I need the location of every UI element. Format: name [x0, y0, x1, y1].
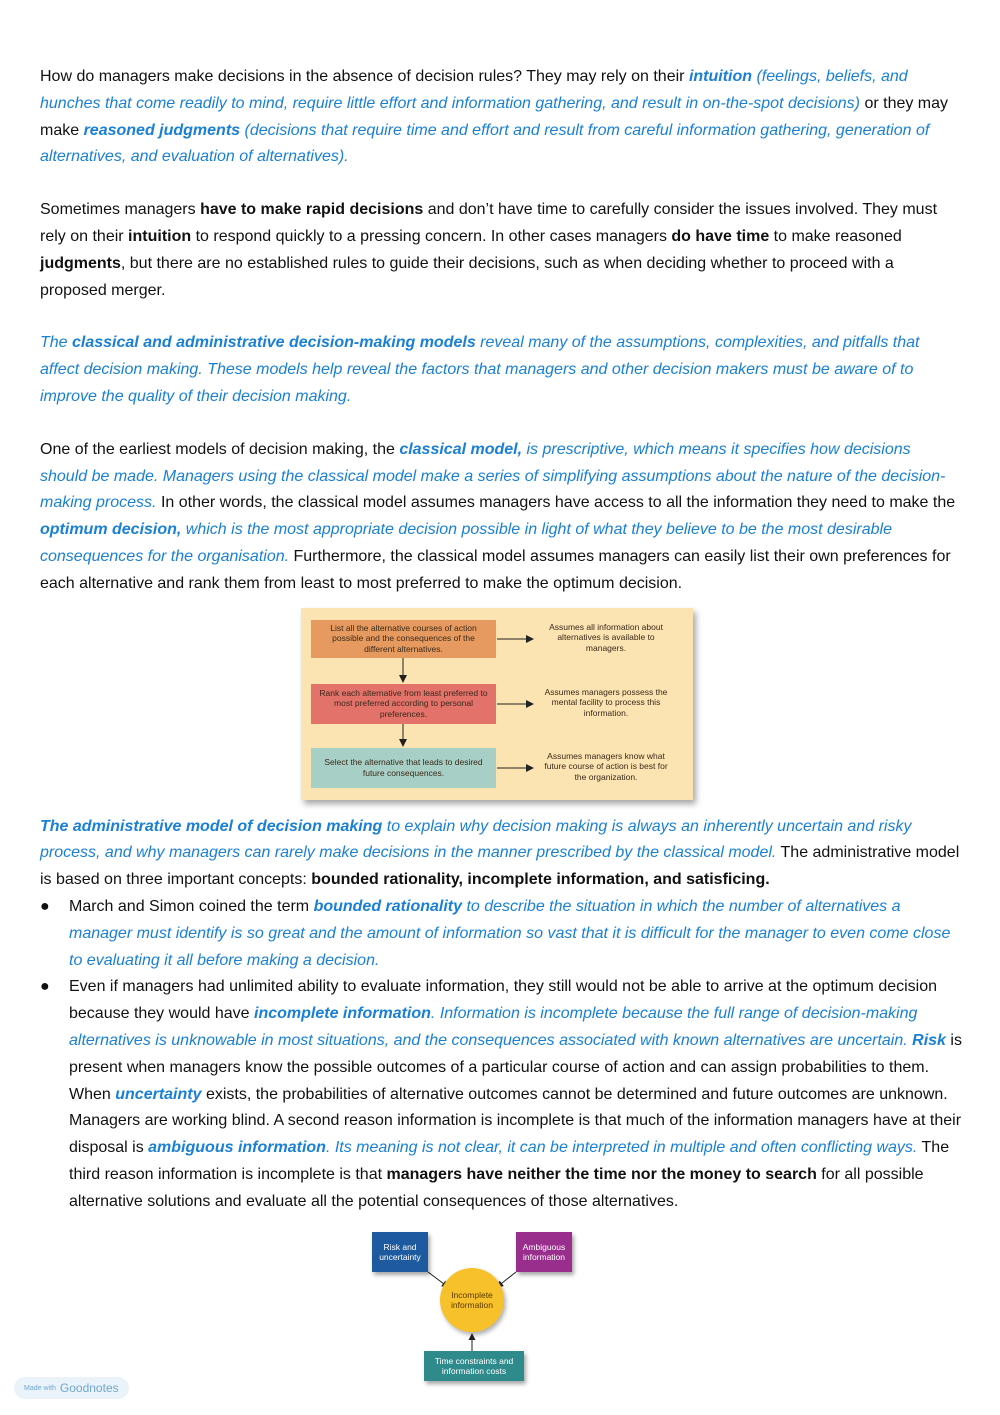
paragraph-administrative-model: The administrative model of decision making to explain why decision making is always an inherently uncertain and risky process, and why managers can rarely make decisions in the manner prescribed by the classical model. The administrative model is based on three important concepts: bounded rationality, incomplete information, and satisficing. — [40, 817, 960, 889]
assumption-mental-facility: Assumes managers possess the mental facility to process this information. — [544, 686, 668, 718]
step-list-alternatives: List all the alternative courses of action possible and the consequences of the different alternatives. — [311, 620, 496, 658]
list-item: ● Even if managers had unlimited ability to evaluate information, they still would not be able to arrive at the optimum decision because they would have incomplete information. Information is incomplete because the full range of decision-making alternatives is unknowable in most situations, and the consequences associated with known alternatives are uncertain. Risk is present when managers know the possible outcomes of a particular course of action and can assign probabilities to them. When uncertainty exists, the probabilities of alternative outcomes cannot be determined and future outcomes are unknown. Managers are working blind. A second reason information is incomplete is that much of the information managers have at their disposal is ambiguous information. Its meaning is not clear, it can be interpreted in multiple and often conflicting ways. The third reason information is incomplete is that managers have neither the time nor the money to search for all possible alternative solutions and evaluate all the potential consequences of those alternatives. — [40, 974, 962, 1215]
assumption-information: Assumes all information about alternatives is available to managers. — [549, 621, 663, 653]
paragraph-classical-model: One of the earliest models of decision making, the classical model, is prescriptive, which means it specifies how decisions should be made. Managers using the classical model make a series of simplifying assumptions about the nature of the decision-making process. In other words, the classical model assumes managers have access to all the information they need to make the optimum decision, which is the most appropriate decision possible in light of what they believe to be the most desirable consequences for the organisation. Furthermore, the classical model assumes managers can easily list their own preferences for each alternative and rank them from least to most preferred to make the optimum decision. — [40, 440, 956, 592]
incomplete-information-circle: Incomplete information — [440, 1268, 504, 1332]
term-decision-making-models: classical and administrative decision-making models — [72, 334, 476, 352]
term-ambiguous-information: ambiguous information — [148, 1139, 326, 1157]
bullet-icon: ● — [40, 897, 50, 915]
term-uncertainty: uncertainty — [115, 1085, 202, 1103]
term-reasoned-judgments: reasoned judgments — [83, 121, 241, 139]
term-classical-model: classical model, — [399, 440, 523, 458]
assumption-future-course: Assumes managers know what future course of action is best for the organization. — [544, 750, 668, 782]
bullet-icon: ● — [40, 978, 50, 996]
list-item: ● March and Simon coined the term bounded rationality to describe the situation in which the number of alternatives a manager must identify is so great and the amount of information so vast that it is difficult for the manager to even come close to evaluating it all before making a decision. — [40, 894, 962, 974]
term-bounded-rationality: bounded rationality — [313, 897, 463, 915]
document-body — [40, 64, 962, 1216]
risk-uncertainty-box: Risk and uncertainty — [372, 1232, 428, 1272]
term-optimum-decision: optimum decision, — [40, 521, 182, 539]
classical-model-figure — [301, 608, 693, 800]
time-constraints-box: Time constraints and information costs — [424, 1351, 524, 1381]
administrative-concepts-list — [40, 894, 962, 1216]
incomplete-information-figure — [366, 1230, 581, 1390]
term-administrative-model: The administrative model of decision making — [40, 817, 383, 835]
paragraph-intuition: How do managers make decisions in the absence of decision rules? They may rely on their intuition (feelings, beliefs, and hunches that come readily to mind, require little effort and information gathering, and result in on-the-spot decisions) or they may make reasoned judgments (decisions that require time and effort and result from careful information gathering, generation of alternatives, and evaluation of alternatives). — [40, 68, 949, 166]
step-rank-alternatives: Rank each alternative from least preferred to most preferred according to personal preferences. — [311, 684, 496, 724]
paragraph-models: The classical and administrative decision-making models reveal many of the assumptions, complexities, and pitfalls that affect decision making. These models help reveal the factors that managers and other decision makers must be aware of to improve the quality of their decision making. — [40, 334, 920, 405]
term-risk: Risk — [912, 1031, 946, 1049]
term-intuition: intuition — [688, 68, 753, 85]
ambiguous-information-box: Ambiguous information — [516, 1232, 572, 1272]
goodnotes-watermark: Made with Goodnotes — [14, 1377, 129, 1399]
paragraph-rapid-decisions: Sometimes managers have to make rapid decisions and don’t have time to carefully consider the issues involved. They must rely on their intuition to respond quickly to a pressing concern. In other cases managers do have time to make reasoned judgments, but there are no established rules to guide their decisions, such as when deciding whether to proceed with a proposed merger. — [40, 201, 938, 299]
step-select-alternative: Select the alternative that leads to desired future consequences. — [311, 748, 496, 788]
term-incomplete-information: incomplete information — [254, 1005, 431, 1023]
